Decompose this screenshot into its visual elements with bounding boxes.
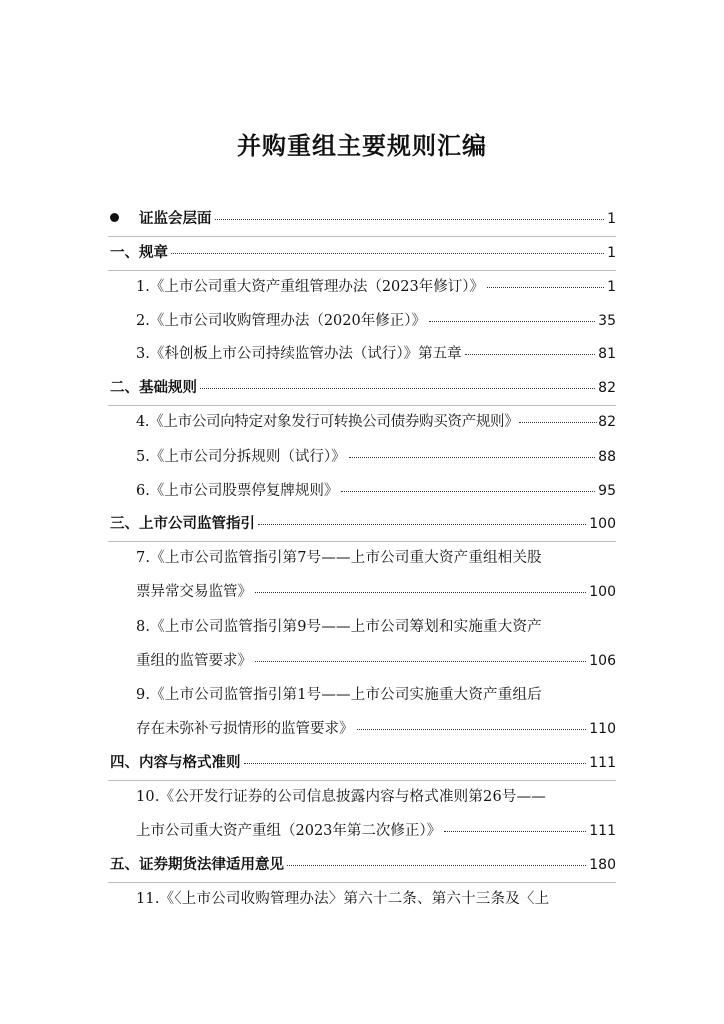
dot-leader xyxy=(200,388,595,389)
dot-leader xyxy=(349,457,596,458)
dot-leader xyxy=(258,524,586,525)
toc-page-number: 95 xyxy=(598,483,616,499)
toc-entry-6[interactable] xyxy=(136,481,616,501)
toc-entry-10-line-1[interactable] xyxy=(136,787,616,807)
toc-entry-3[interactable] xyxy=(136,344,616,364)
dot-leader xyxy=(487,287,604,288)
toc-page-number: 110 xyxy=(589,721,616,737)
dot-leader xyxy=(244,763,587,764)
toc-entry-label: 5.《上市公司分拆规则（试行）》 xyxy=(136,449,346,465)
toc-entry-8-line-1[interactable] xyxy=(136,617,616,637)
toc-page-number: 111 xyxy=(589,755,616,771)
toc-entry-10-line-2[interactable] xyxy=(136,821,616,841)
toc-entry-label: 三、上市公司监管指引 xyxy=(110,516,255,532)
dot-leader xyxy=(171,253,604,254)
dot-leader xyxy=(341,491,595,492)
toc-entry-4[interactable] xyxy=(136,412,616,432)
page-title: 并购重组主要规则汇编 xyxy=(237,132,487,160)
toc-section-legal-application-opinions[interactable] xyxy=(110,855,616,875)
toc-entry-label: 7.《上市公司监管指引第7号——上市公司重大资产重组相关股 xyxy=(136,550,542,566)
dot-leader xyxy=(255,592,586,593)
toc-entry-label: 1.《上市公司重大资产重组管理办法（2023年修订）》 xyxy=(136,279,484,295)
toc-entry-label: 2.《上市公司收购管理办法（2020年修正）》 xyxy=(136,313,426,329)
toc-entry-2[interactable] xyxy=(136,311,616,331)
toc-entry-label: 四、内容与格式准则 xyxy=(110,755,241,771)
toc-entry-7-line-1[interactable] xyxy=(136,548,616,568)
toc-entry-7-line-2[interactable] xyxy=(136,582,616,602)
dot-leader xyxy=(519,422,597,423)
divider-line xyxy=(108,882,616,883)
divider-line xyxy=(108,405,616,406)
divider-line xyxy=(108,236,616,237)
dot-leader xyxy=(465,354,596,355)
divider-line xyxy=(108,780,616,781)
toc-entry-label: 10.《公开发行证券的公司信息披露内容与格式准则第26号—— xyxy=(136,789,547,805)
toc-entry-label: 五、证券期货法律适用意见 xyxy=(110,857,284,873)
toc-section-supervision-guidelines[interactable] xyxy=(110,514,616,534)
toc-page-number: 81 xyxy=(598,346,616,362)
dot-leader xyxy=(444,831,586,832)
toc-page-number: 100 xyxy=(589,584,616,600)
toc-page-number: 180 xyxy=(589,857,616,873)
toc-entry-label: 二、基础规则 xyxy=(110,380,197,396)
bullet-icon xyxy=(110,213,119,222)
dot-leader xyxy=(357,729,587,730)
toc-page-number: 82 xyxy=(598,380,616,396)
toc-page-number: 1 xyxy=(607,211,616,227)
dot-leader xyxy=(429,321,595,322)
toc-entry-label: 票异常交易监管》 xyxy=(136,584,252,600)
toc-entry-8-line-2[interactable] xyxy=(136,651,616,671)
toc-entry-label: 上市公司重大资产重组（2023年第二次修正）》 xyxy=(136,823,442,839)
toc-page-number: 88 xyxy=(598,449,616,465)
toc-page-number: 106 xyxy=(589,653,616,669)
toc-entry-label: 9.《上市公司监管指引第1号——上市公司实施重大资产重组后 xyxy=(136,687,542,703)
dot-leader xyxy=(215,219,605,220)
dot-leader xyxy=(287,865,586,866)
toc-section-regulations[interactable] xyxy=(110,243,616,263)
toc-entry-11-line-1[interactable] xyxy=(136,889,616,909)
toc-page-number: 1 xyxy=(607,245,616,261)
toc-entry-text: 证监会层面 xyxy=(139,211,212,227)
toc-page-number: 35 xyxy=(598,313,616,329)
toc-section-content-format-standards[interactable] xyxy=(110,753,616,773)
toc-entry-label: 4.《上市公司向特定对象发行可转换公司债券购买资产规则》 xyxy=(136,414,519,430)
toc-entry-9-line-1[interactable] xyxy=(136,685,616,705)
toc-section-basic-rules[interactable] xyxy=(110,378,616,398)
toc-entry-label: 存在未弥补亏损情形的监管要求》 xyxy=(136,721,354,737)
toc-entry-label xyxy=(110,209,212,229)
toc-entry-csrc-level[interactable] xyxy=(110,209,616,229)
dot-leader xyxy=(255,661,586,662)
divider-line xyxy=(108,541,616,542)
toc-page-number: 111 xyxy=(589,823,616,839)
toc-page-number: 100 xyxy=(589,516,616,532)
toc-entry-5[interactable] xyxy=(136,447,616,467)
toc-entry-label: 8.《上市公司监管指引第9号——上市公司筹划和实施重大资产 xyxy=(136,619,542,635)
toc-entry-1[interactable] xyxy=(136,277,616,297)
toc-page-number: 82 xyxy=(598,414,616,430)
toc-entry-label: 重组的监管要求》 xyxy=(136,653,252,669)
toc-entry-label: 6.《上市公司股票停复牌规则》 xyxy=(136,483,339,499)
toc-page-number: 1 xyxy=(607,279,616,295)
toc-entry-9-line-2[interactable] xyxy=(136,719,616,739)
toc-entry-label: 11.《〈上市公司收购管理办法〉第六十二条、第六十三条及〈上 xyxy=(136,891,550,907)
divider-line xyxy=(108,270,616,271)
toc-entry-label: 一、规章 xyxy=(110,245,168,261)
toc-entry-label: 3.《科创板上市公司持续监管办法（试行）》第五章 xyxy=(136,346,462,362)
